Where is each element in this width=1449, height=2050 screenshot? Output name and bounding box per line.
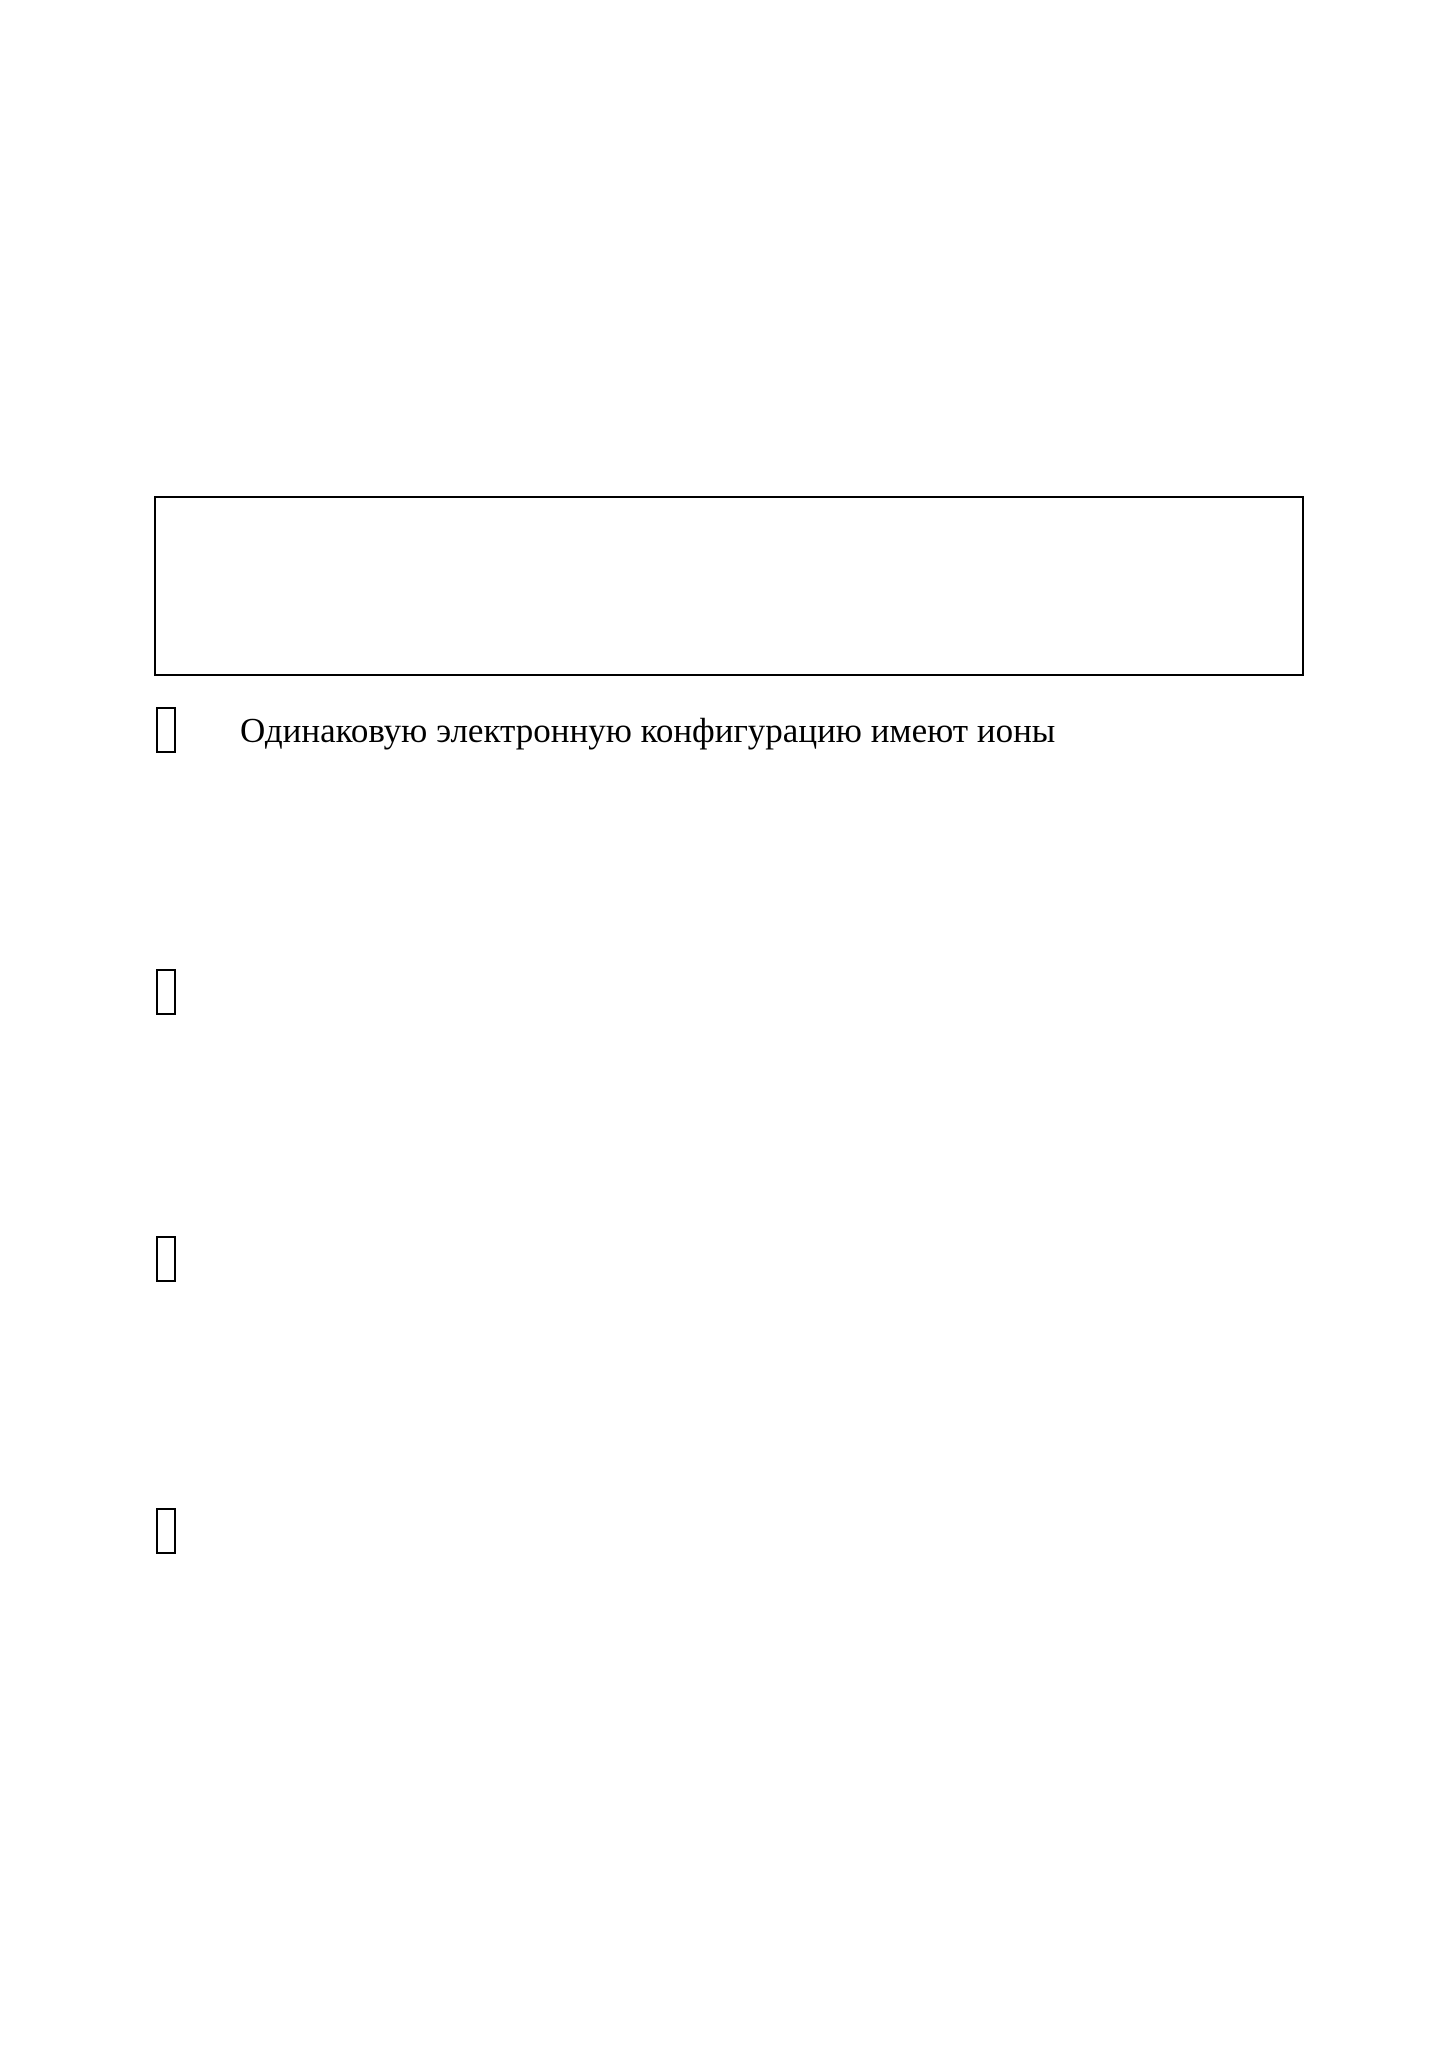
checkbox-icon[interactable] [156,707,176,753]
checkbox-icon[interactable] [156,1236,176,1282]
checkbox-icon[interactable] [156,969,176,1015]
header-frame [154,496,1304,676]
question-text: Одинаковую электронную конфигурацию имеют ионы [240,711,1056,750]
checkbox-icon[interactable] [156,1508,176,1554]
